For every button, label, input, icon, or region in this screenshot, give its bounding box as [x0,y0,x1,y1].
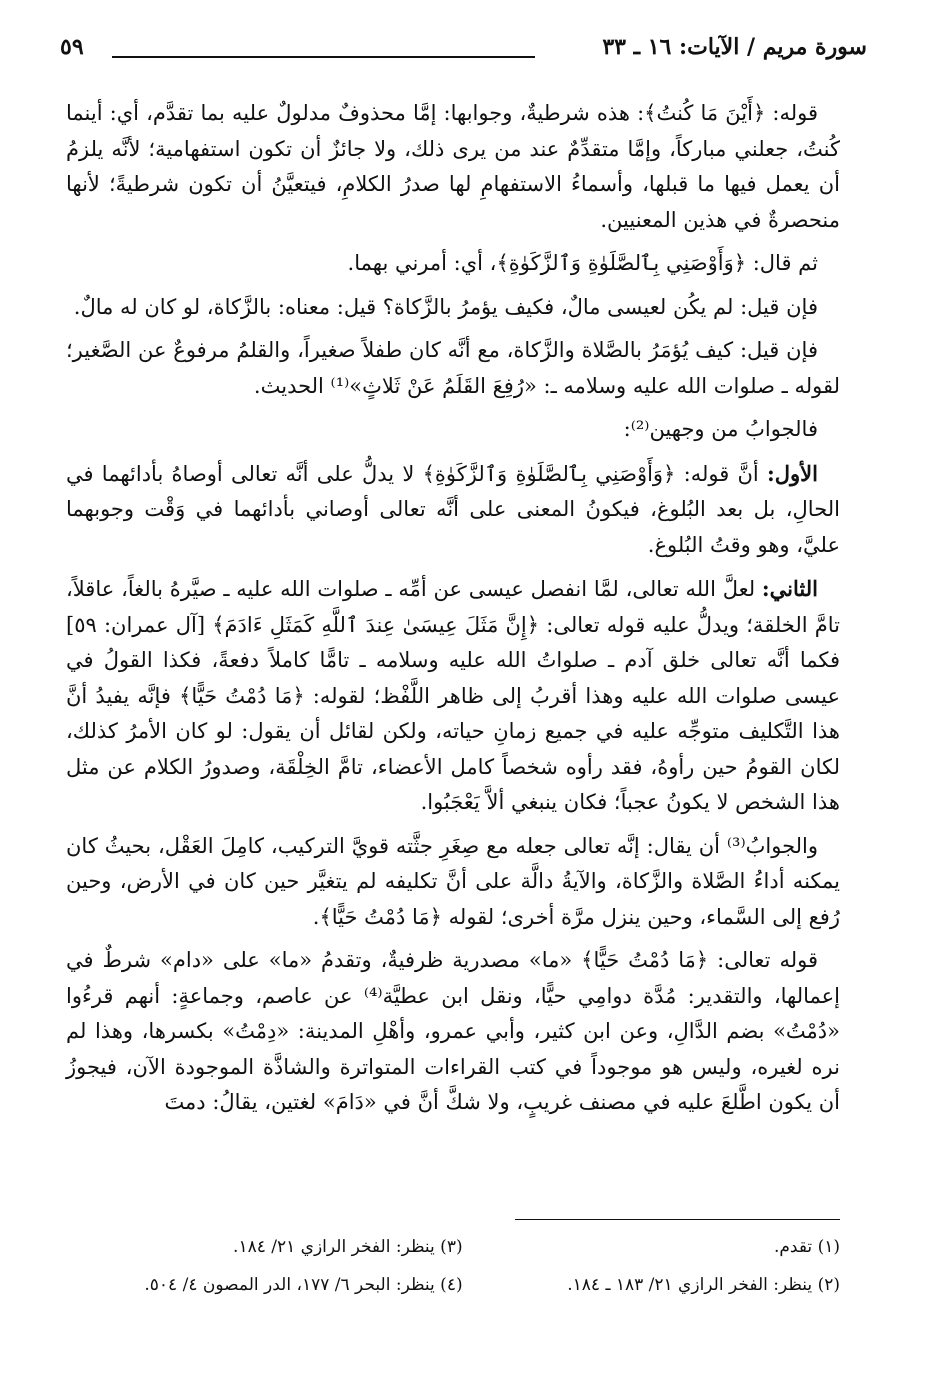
paragraph [66,412,840,448]
running-header [50,28,877,62]
footnote-row [100,1232,840,1270]
footnote [477,1270,840,1308]
paragraph-text: فإن قيل: كيف يُؤمَرُ بالصَّلاة والزَّكاة، مع أنَّه كان طفلاً صغيراً، والقلمُ مرفوعٌ عن الصَّغير؛ لقوله ـ صلوات الله عليه وسلامه ـ: «رُفِعَ القَلَمُ عَنْ ثَلاثٍ»⁽¹⁾ الحديث. [66,338,840,398]
paragraph-text: لعلَّ الله تعالى، لمَّا انفصل عيسى عن أمِّه ـ صلوات الله عليه ـ صيَّرهُ بالغاً، عاقلاً، تامَّ الخلقة؛ ويدلُّ عليه قوله تعالى: ﴿إِنَّ مَثَلَ عِيسَىٰ عِندَ ٱللَّهِ كَمَثَلِ ءَادَمَ﴾ [آل عمران: ٥٩] فكما أنَّه تعالى خلق آدم ـ صلواتُ الله عليه وسلامه ـ تامًّا كاملاً دفعةً، فكذا القولُ في عيسى صلوات الله عليه وهذا أقربُ إلى ظاهر اللَّفْظ؛ لقوله: ﴿مَا دُمْتُ حَيًّا﴾ فإنَّه يفيدُ أنَّ هذا التَّكليف متوجِّه عليه في جميع زمانِ حياته، ولكن لقائل أن يقول: لو كان الأمرُ كذلك، لكان القومُ حين رأوهُ، فقد رأوه شخصاً كامل الأعضاء، تامَّ الخِلْقَة، وصدورُ الكلام عن مثل هذا الشخص لا يكونُ عجباً؛ فكان ينبغي ألاَّ يَعْجَبُوا. [66,577,841,814]
paragraph [66,829,840,936]
paragraph-text: فالجوابُ من وجهين⁽²⁾: [623,417,818,441]
main-text [66,96,840,1129]
footnotes [100,1232,840,1308]
paragraph [66,96,840,238]
paragraph-text: قوله تعالى: ﴿مَا دُمْتُ حَيًّا﴾ «ما» مصدرية ظرفيةٌ، وتقدمُ «ما» على «دام» شرطٌ في إعمالها، والتقدير: مُدَّة دوامِي حيًّا، ونقل ابن عطيَّة⁽⁴⁾ عن عاصم، وجماعةٍ: أنهم قرءُوا «دُمْتُ» بضم الدَّالِ، وعن ابن كثير، وأبي عمرو، وأهْلِ المدينة: «دِمْتُ» بكسرها، وهذا لم نره لغيره، وليس هو موجوداً في كتب القراءات المتواترة والشاذَّة الموجودة الآن، فيجوزُ أن يكون اطَّلعَ عليه في مصنف غريبٍ، ولا شكَّ أنَّ في «دَامَ» لغتين، يقالُ: دمتَ [66,948,840,1114]
header-rule [112,56,535,58]
header-title: سورة مريم / الآيات: ١٦ ـ ٣٣ [602,34,867,60]
paragraph-text: والجوابُ⁽³⁾ أن يقال: إنَّه تعالى جعله مع صِغَرِ جثَّته قويَّ التركيب، كامِلَ العَقْل، بحيثُ كان يمكنه أداءُ الصَّلاة والزَّكاة، والآيةُ دالَّة على أنَّ تكليفه لم يتغيَّر حين كان في الأرض، وحين رُفع إلى السَّماء، وحين ينزل مرَّة أخرى؛ لقوله ﴿مَا دُمْتُ حَيًّا﴾. [66,833,840,929]
page-number: ٥٩ [60,34,84,60]
footnote-text: ينظر: البحر ٦/ ١٧٧، الدر المصون ٤/ ٥٠٤. [144,1275,435,1295]
paragraph [66,571,840,821]
paragraph [66,943,840,1121]
footnote-label: (٣) [440,1237,463,1257]
footnote [477,1232,840,1270]
footnote-row [100,1270,840,1308]
paragraph [66,456,840,564]
paragraph-lead: الأول: [767,460,818,486]
footnote [100,1232,463,1270]
paragraph [66,290,840,326]
footnote-label: (٤) [440,1275,463,1295]
footnote-rule [515,1219,840,1220]
paragraph-text: قوله: ﴿أَيْنَ مَا كُنتُ﴾: هذه شرطيةٌ، وجوابها: إمَّا محذوفٌ مدلولٌ عليه بما تقدَّم، أي: أينما كُنتُ، جعلني مباركاً، وإمَّا متقدِّمٌ عند من يرى ذلك، ولا جائزٌ أن تكون استفهامية؛ لأنَّه يلزمُ أن يعمل فيها ما قبلها، وأسماءُ الاستفهامِ لها صدرُ الكلامِ، فيتعيَّنُ أن تكون شرطيةً؛ لأنها منحصرةٌ في هذين المعنيين. [66,101,840,232]
footnote-text: ينظر: الفخر الرازي ٢١/ ١٨٣ ـ ١٨٤. [567,1275,813,1295]
footnote [100,1270,463,1308]
paragraph [66,246,840,282]
paragraph-text: أنَّ قوله: ﴿وَأَوْصَنِي بِٱلصَّلَوٰةِ وَٱلزَّكَوٰةِ﴾ لا يدلُّ على أنَّه تعالى أوصاهُ بأدائهما في الحالِ، بل بعد البُلوغ، فيكونُ المعنى على أنَّه تعالى أوصاني بأدائهما في وَقْت وجوبهما عليَّ، وهو وقتُ البُلوغ. [66,461,840,557]
paragraph-text: ثم قال: ﴿وَأَوْصَنِي بِٱلصَّلَوٰةِ وَٱلزَّكَوٰةِ﴾، أي: أمرني بهما. [347,251,818,275]
footnote-text: تقدم. [773,1237,813,1257]
paragraph-lead: الثاني: [761,576,818,601]
footnote-text: ينظر: الفخر الرازي ٢١/ ١٨٤. [233,1237,435,1257]
footnote-label: (٢) [817,1275,840,1295]
footnote-label: (١) [817,1237,840,1257]
paragraph-text: فإن قيل: لم يكُن لعيسى مالٌ، فكيف يؤمرُ بالزَّكاة؟ قيل: معناه: بالزَّكاة، لو كان له مالٌ. [73,294,818,319]
paragraph [66,333,840,404]
